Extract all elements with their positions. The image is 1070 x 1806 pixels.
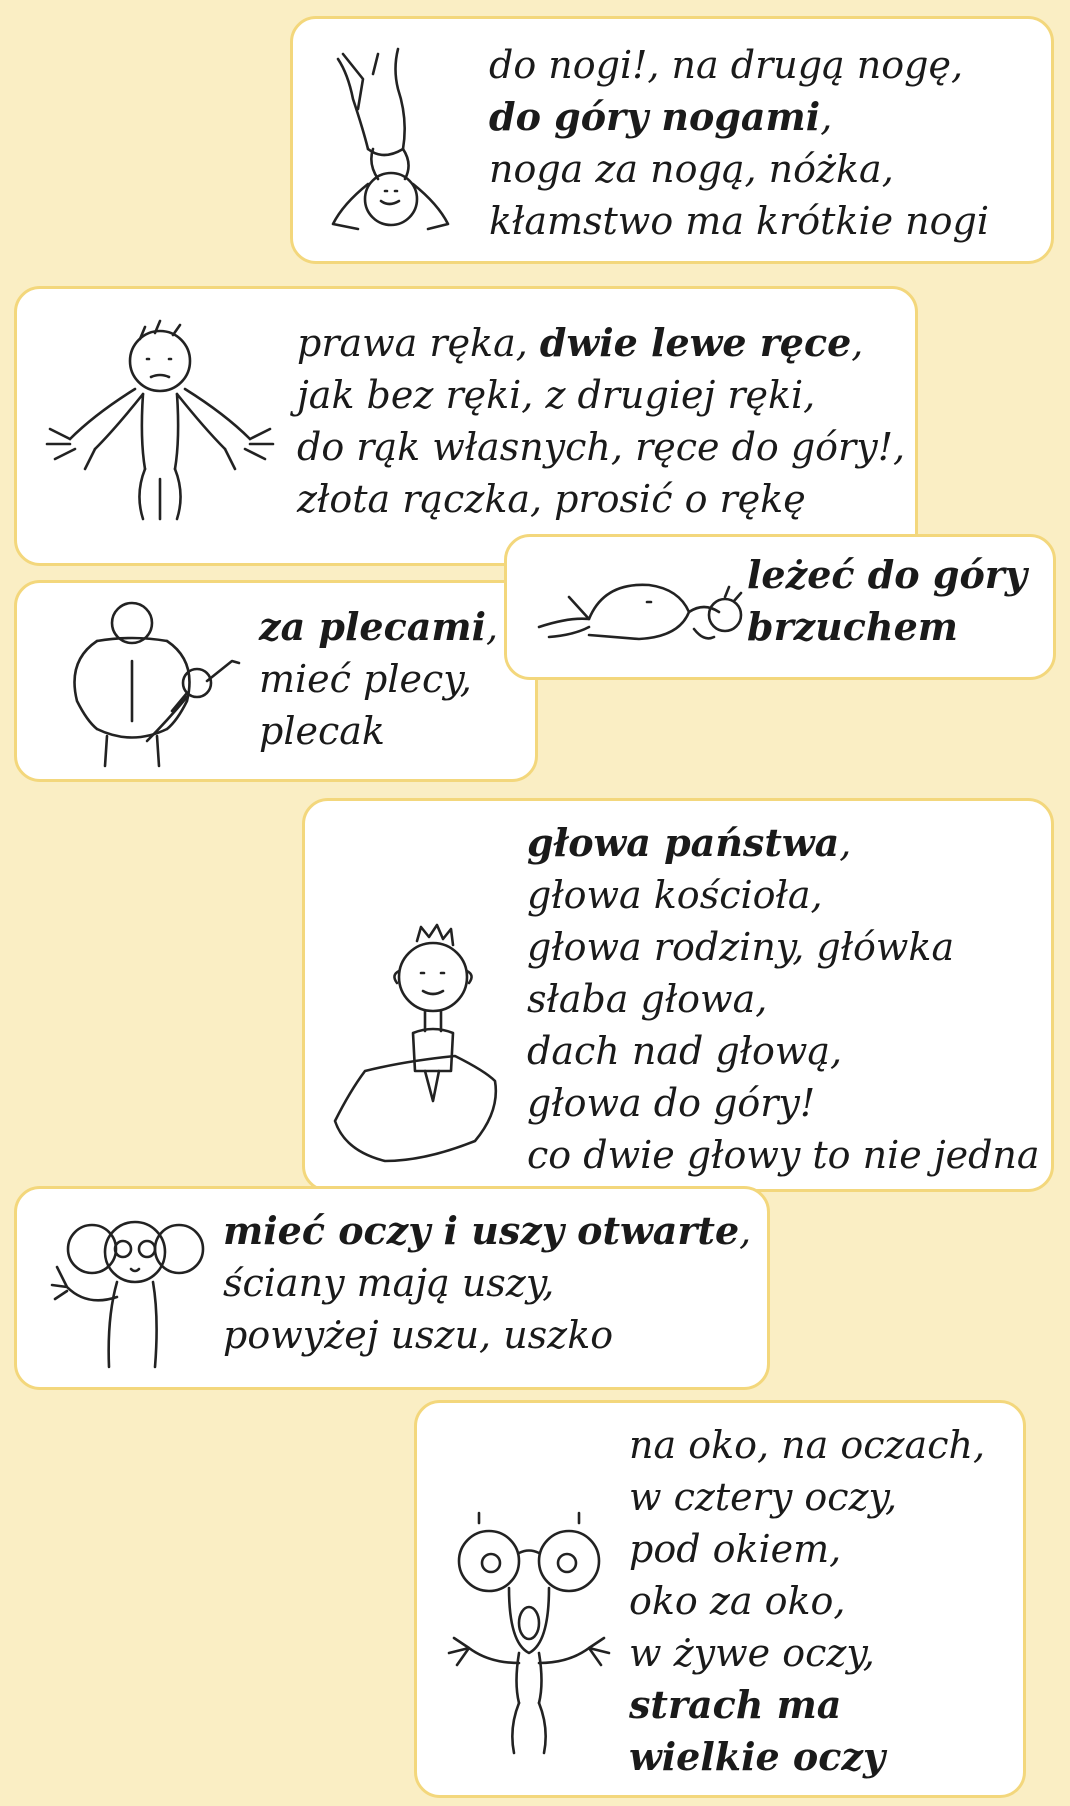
bold-phrase: głowa państwa (527, 820, 840, 865)
text-line (297, 473, 905, 525)
big-eyes-figure-icon (439, 1513, 619, 1763)
normal-phrase: złota rączka, prosić o rękę (297, 477, 806, 521)
bold-phrase: dwie lewe ręce (539, 320, 852, 365)
bold-phrase: brzuchem (747, 604, 958, 649)
text-line (223, 1257, 751, 1309)
arms-spread-figure-icon (35, 319, 285, 539)
text-line (527, 1077, 1040, 1129)
normal-phrase: w cztery oczy, (629, 1475, 898, 1519)
normal-phrase: dach nad głową, (527, 1029, 843, 1073)
text-line (747, 549, 1027, 601)
text-line (629, 1679, 985, 1731)
text-line (259, 653, 498, 705)
card-nogi-text (489, 39, 989, 247)
card-plecy-text (259, 601, 498, 757)
card-brzuch-text (747, 549, 1027, 653)
text-line (527, 869, 1040, 921)
normal-phrase: noga za nogą, nóżka, (489, 147, 894, 191)
normal-phrase: kłamstwo ma krótkie nogi (489, 199, 989, 243)
normal-phrase: pod okiem, (629, 1527, 842, 1571)
bold-phrase: za plecami (259, 604, 487, 649)
text-line (259, 601, 498, 653)
big-ears-figure-icon (47, 1207, 217, 1377)
handstand-figure-icon (323, 49, 453, 239)
bold-phrase: wielkie oczy (629, 1734, 886, 1779)
text-line (489, 91, 989, 143)
normal-phrase: , (839, 821, 852, 865)
card-oczy-text (629, 1419, 985, 1783)
text-line (629, 1419, 985, 1471)
bold-phrase: strach ma (629, 1682, 842, 1727)
text-line (259, 705, 498, 757)
text-line (223, 1205, 751, 1257)
card-rece (14, 286, 918, 566)
normal-phrase: głowa do góry! (527, 1081, 816, 1125)
text-line (629, 1731, 985, 1783)
normal-phrase: na oko, na oczach, (629, 1423, 986, 1467)
text-line (489, 143, 989, 195)
normal-phrase: , (851, 321, 864, 365)
normal-phrase: oko za oko, (629, 1579, 846, 1623)
normal-phrase: , (820, 95, 833, 139)
normal-phrase: prawa ręka, (297, 321, 540, 365)
normal-phrase: w żywe oczy, (629, 1631, 875, 1675)
text-line (297, 317, 905, 369)
bold-phrase: do góry nogami (489, 94, 821, 139)
text-line (527, 817, 1040, 869)
text-line (527, 973, 1040, 1025)
card-glowa (302, 798, 1054, 1192)
normal-phrase: mieć plecy, (259, 657, 472, 701)
bold-phrase: mieć oczy i uszy otwarte (223, 1208, 740, 1253)
text-line (527, 1129, 1040, 1181)
lying-figure-icon (529, 557, 749, 667)
normal-phrase: , (486, 605, 499, 649)
card-uszy-text (223, 1205, 751, 1361)
text-line (489, 195, 989, 247)
normal-phrase: co dwie głowy to nie jedna (527, 1133, 1040, 1177)
normal-phrase: ściany mają uszy, (223, 1261, 555, 1305)
card-brzuch (504, 534, 1056, 680)
text-line (297, 369, 905, 421)
normal-phrase: głowa rodziny, główka (527, 925, 955, 969)
text-line (223, 1309, 751, 1361)
text-line (747, 601, 1027, 653)
text-line (527, 921, 1040, 973)
normal-phrase: jak bez ręki, z drugiej ręki, (297, 373, 816, 417)
normal-phrase: powyżej uszu, uszko (223, 1313, 614, 1357)
card-nogi (290, 16, 1054, 264)
bold-phrase: leżeć do góry (747, 552, 1027, 597)
normal-phrase: słaba głowa, (527, 977, 768, 1021)
piggyback-figure-icon (47, 601, 247, 771)
text-line (489, 39, 989, 91)
card-glowa-text (527, 817, 1040, 1181)
normal-phrase: plecak (259, 709, 385, 753)
card-plecy (14, 580, 538, 782)
normal-phrase: do nogi!, na drugą nogę, (489, 43, 964, 87)
card-uszy (14, 1186, 770, 1390)
text-line (629, 1575, 985, 1627)
text-line (629, 1523, 985, 1575)
card-oczy (414, 1400, 1026, 1798)
text-line (629, 1627, 985, 1679)
king-figure-icon (325, 921, 515, 1181)
text-line (629, 1471, 985, 1523)
card-rece-text (297, 317, 905, 525)
text-line (297, 421, 905, 473)
normal-phrase: głowa kościoła, (527, 873, 823, 917)
normal-phrase: do rąk własnych, ręce do góry!, (297, 425, 906, 469)
text-line (527, 1025, 1040, 1077)
normal-phrase: , (739, 1209, 752, 1253)
